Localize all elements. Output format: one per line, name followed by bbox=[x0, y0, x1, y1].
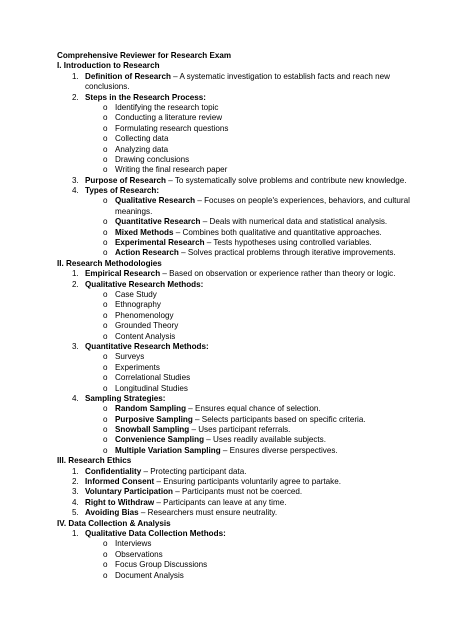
item-term: Steps in the Research Process: bbox=[85, 92, 207, 102]
sub-list-item bbox=[0, 155, 474, 165]
sub-item-text: Content Analysis bbox=[115, 331, 176, 341]
sub-item-text: Identifying the research topic bbox=[115, 102, 219, 112]
sub-list-item bbox=[0, 217, 474, 227]
sub-item-text: Focus Group Discussions bbox=[115, 560, 208, 570]
bullet-marker: o bbox=[103, 113, 108, 123]
sub-list-item bbox=[0, 300, 474, 310]
sub-item-text: Analyzing data bbox=[115, 144, 169, 154]
item-number: 3. bbox=[72, 175, 79, 185]
section-heading: II. Research Methodologies bbox=[57, 258, 162, 268]
list-item bbox=[0, 342, 474, 352]
item-description: – A systematic investigation to establish facts and reach new bbox=[170, 71, 391, 81]
item-number: 1. bbox=[72, 71, 79, 81]
list-item bbox=[0, 269, 474, 279]
item-term: Empirical Research bbox=[85, 269, 161, 279]
item-number: 1. bbox=[72, 528, 79, 538]
item-term: Qualitative Data Collection Methods: bbox=[85, 528, 226, 538]
bullet-marker: o bbox=[103, 560, 108, 570]
list-item bbox=[0, 186, 474, 196]
sub-list-item bbox=[0, 384, 474, 394]
item-term: Right to Withdraw bbox=[85, 497, 155, 507]
sub-list-item bbox=[0, 113, 474, 123]
sub-list-item bbox=[0, 228, 474, 238]
item-term: Definition of Research bbox=[85, 71, 171, 81]
list-item bbox=[0, 498, 474, 508]
bullet-marker: o bbox=[103, 539, 108, 549]
sub-item-description: – Deals with numerical data and statistical analysis. bbox=[200, 217, 388, 227]
bullet-marker: o bbox=[103, 425, 108, 435]
sub-item-text: Conducting a literature review bbox=[115, 113, 223, 123]
sub-item-term: Action Research bbox=[115, 248, 179, 258]
bullet-marker: o bbox=[103, 134, 108, 144]
list-item bbox=[0, 280, 474, 290]
sub-item-text: Document Analysis bbox=[115, 570, 184, 580]
bullet-marker: o bbox=[103, 570, 108, 580]
sub-item-term: Mixed Methods bbox=[115, 227, 174, 237]
sub-item-text: Formulating research questions bbox=[115, 123, 229, 133]
bullet-marker: o bbox=[103, 321, 108, 331]
sub-item-description: – Combines both qualitative and quantitative approaches. bbox=[173, 227, 382, 237]
sub-item-description: – Tests hypotheses using controlled variables. bbox=[204, 238, 372, 248]
sub-item-description: – Focuses on people's experiences, behaviors, and cultural bbox=[195, 196, 410, 206]
list-item bbox=[0, 508, 474, 518]
item-term: Quantitative Research Methods: bbox=[85, 341, 209, 351]
item-term: Sampling Strategies: bbox=[85, 393, 166, 403]
bullet-marker: o bbox=[103, 165, 108, 175]
sub-item-term: Qualitative Research bbox=[115, 196, 196, 206]
sub-item-text: Correlational Studies bbox=[115, 373, 191, 383]
sub-list-item bbox=[0, 560, 474, 570]
bullet-marker: o bbox=[103, 102, 108, 112]
sub-item-term: Snowball Sampling bbox=[115, 425, 190, 435]
bullet-marker: o bbox=[103, 227, 108, 237]
sub-item-text: Ethnography bbox=[115, 300, 161, 310]
document-title: Comprehensive Reviewer for Research Exam bbox=[57, 51, 232, 60]
sub-list-item bbox=[0, 425, 474, 435]
bullet-marker: o bbox=[103, 310, 108, 320]
bullet-marker: o bbox=[103, 123, 108, 133]
bullet-marker: o bbox=[103, 404, 108, 414]
bullet-marker: o bbox=[103, 549, 108, 559]
sub-item-text: Grounded Theory bbox=[115, 321, 179, 331]
sub-list-item bbox=[0, 332, 474, 342]
sub-list-item bbox=[0, 404, 474, 414]
sub-list-item bbox=[0, 248, 474, 258]
bullet-marker: o bbox=[103, 435, 108, 445]
sub-list-item bbox=[0, 446, 474, 456]
list-item bbox=[0, 394, 474, 404]
sub-item-text: Writing the final research paper bbox=[115, 165, 228, 175]
item-number: 5. bbox=[72, 508, 79, 518]
item-number: 2. bbox=[72, 279, 79, 289]
item-number: 4. bbox=[72, 497, 79, 507]
sub-list-item bbox=[0, 539, 474, 549]
sub-list-item bbox=[0, 145, 474, 155]
item-term: Voluntary Participation bbox=[85, 487, 173, 497]
item-number: 1. bbox=[72, 466, 79, 476]
sub-item-term: Quantitative Research bbox=[115, 217, 201, 227]
item-number: 3. bbox=[72, 487, 79, 497]
sub-item-text: Experiments bbox=[115, 362, 160, 372]
bullet-marker: o bbox=[103, 373, 108, 383]
bullet-marker: o bbox=[103, 154, 108, 164]
sub-list-item bbox=[0, 571, 474, 581]
item-term: Avoiding Bias bbox=[85, 508, 139, 518]
section-heading: I. Introduction to Research bbox=[57, 61, 160, 71]
bullet-marker: o bbox=[103, 217, 108, 227]
item-term: Informed Consent bbox=[85, 477, 155, 487]
bullet-marker: o bbox=[103, 248, 108, 258]
item-number: 4. bbox=[72, 186, 79, 196]
sub-item-description: – Uses readily available subjects. bbox=[204, 435, 326, 445]
sub-item-text: Drawing conclusions bbox=[115, 154, 190, 164]
sub-item-description: – Ensures diverse perspectives. bbox=[220, 445, 338, 455]
sub-item-text: Observations bbox=[115, 549, 163, 559]
item-description: – Participants must not be coerced. bbox=[173, 487, 303, 497]
item-term: Qualitative Research Methods: bbox=[85, 279, 204, 289]
bullet-marker: o bbox=[103, 300, 108, 310]
bullet-marker: o bbox=[103, 289, 108, 299]
item-number: 2. bbox=[72, 477, 79, 487]
sub-item-description: – Uses participant referrals. bbox=[189, 425, 291, 435]
bullet-marker: o bbox=[103, 144, 108, 154]
sub-item-term: Convenience Sampling bbox=[115, 435, 205, 445]
sub-item-text: Surveys bbox=[115, 352, 145, 362]
item-description: – Based on observation or experience rather than theory or logic. bbox=[160, 269, 396, 279]
item-term: Types of Research: bbox=[85, 186, 160, 196]
sub-list-item bbox=[0, 124, 474, 134]
bullet-marker: o bbox=[103, 362, 108, 372]
item-number: 1. bbox=[72, 269, 79, 279]
list-item bbox=[0, 176, 474, 186]
item-description: – Participants can leave at any time. bbox=[154, 497, 287, 507]
sub-list-item bbox=[0, 373, 474, 383]
list-item bbox=[0, 477, 474, 487]
sub-list-item bbox=[0, 196, 474, 206]
sub-list-item bbox=[0, 435, 474, 445]
sub-item-text: Longitudinal Studies bbox=[115, 383, 188, 393]
list-item bbox=[0, 467, 474, 477]
item-number: 2. bbox=[72, 92, 79, 102]
sub-list-item bbox=[0, 415, 474, 425]
sub-item-description: – Solves practical problems through iterative improvements. bbox=[178, 248, 396, 258]
item-description: – Ensuring participants voluntarily agree to partake. bbox=[154, 477, 341, 487]
sub-item-term: Multiple Variation Sampling bbox=[115, 445, 221, 455]
item-number: 3. bbox=[72, 341, 79, 351]
bullet-marker: o bbox=[103, 383, 108, 393]
sub-item-text: Phenomenology bbox=[115, 310, 174, 320]
sub-list-item bbox=[0, 321, 474, 331]
list-item bbox=[0, 487, 474, 497]
sub-list-item bbox=[0, 165, 474, 175]
sub-list-item bbox=[0, 290, 474, 300]
section-heading: III. Research Ethics bbox=[57, 456, 132, 466]
item-term: Purpose of Research bbox=[85, 175, 166, 185]
sub-item-description: – Selects participants based on specific criteria. bbox=[192, 414, 366, 424]
list-item bbox=[0, 72, 474, 82]
section-heading: IV. Data Collection & Analysis bbox=[57, 518, 171, 528]
bullet-marker: o bbox=[103, 414, 108, 424]
sub-item-description: – Ensures equal chance of selection. bbox=[186, 404, 321, 414]
item-number: 4. bbox=[72, 393, 79, 403]
item-description-continued: conclusions. bbox=[85, 82, 130, 92]
sub-item-term: Purposive Sampling bbox=[115, 414, 193, 424]
sub-item-term: Random Sampling bbox=[115, 404, 187, 414]
sub-list-item bbox=[0, 103, 474, 113]
item-description: – Protecting participant data. bbox=[141, 466, 247, 476]
list-item bbox=[0, 93, 474, 103]
sub-list-item bbox=[0, 352, 474, 362]
bullet-marker: o bbox=[103, 352, 108, 362]
sub-item-text: Interviews bbox=[115, 539, 152, 549]
bullet-marker: o bbox=[103, 331, 108, 341]
item-description: – To systematically solve problems and contribute new knowledge. bbox=[165, 175, 407, 185]
bullet-marker: o bbox=[103, 238, 108, 248]
sub-item-description-continued: meanings. bbox=[115, 206, 153, 216]
sub-list-item bbox=[0, 238, 474, 248]
list-item bbox=[0, 529, 474, 539]
sub-item-term: Experimental Research bbox=[115, 238, 205, 248]
sub-item-text: Collecting data bbox=[115, 134, 169, 144]
bullet-marker: o bbox=[103, 196, 108, 206]
item-term: Confidentiality bbox=[85, 466, 142, 476]
sub-list-item bbox=[0, 311, 474, 321]
item-description: – Researchers must ensure neutrality. bbox=[138, 508, 278, 518]
sub-list-item bbox=[0, 134, 474, 144]
sub-list-item bbox=[0, 550, 474, 560]
sub-list-item bbox=[0, 363, 474, 373]
sub-item-text: Case Study bbox=[115, 289, 157, 299]
bullet-marker: o bbox=[103, 445, 108, 455]
